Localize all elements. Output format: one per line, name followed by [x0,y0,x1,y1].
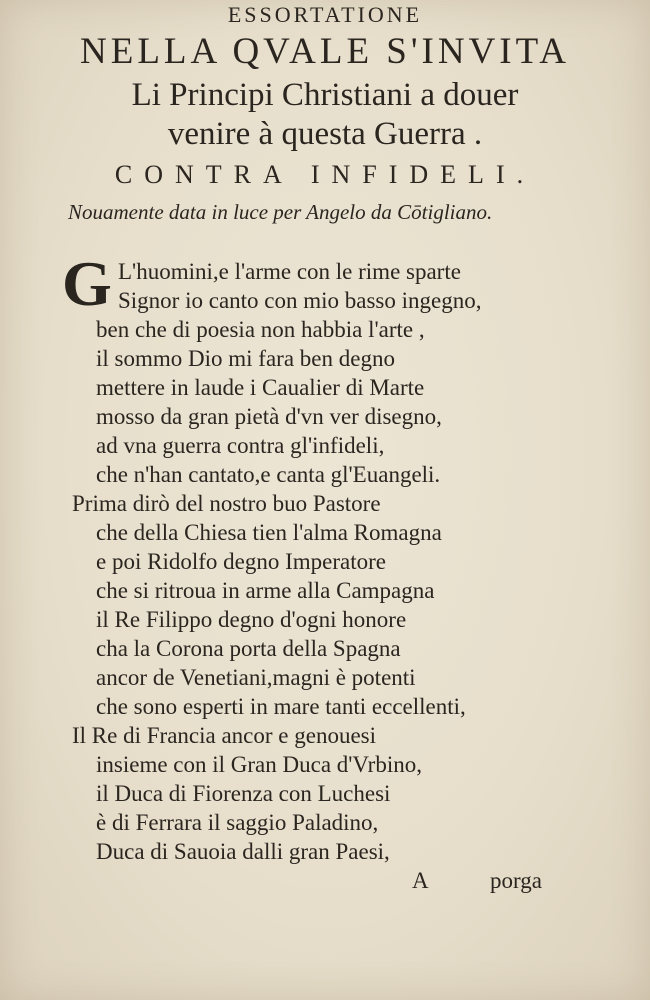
verse-line: ben che di poesia non habbia l'arte , [96,317,425,342]
verse-line: mettere in laude i Caualier di Marte [96,375,425,400]
verse-line: che della Chiesa tien l'alma Romagna [96,520,442,545]
verse-line: Duca di Sauoia dalli gran Paesi, [96,839,390,864]
verse-line: Signor io canto con mio basso ingegno, [118,288,482,313]
title-line-3: Li Principi Christiani a douer [131,77,519,113]
verse-line: ancor de Venetiani,magni è potenti [96,665,416,690]
signature-mark: A [412,868,429,893]
verse-line: che sono esperti in mare tanti eccellenti, [96,694,466,719]
verse-line: mosso da gran pietà d'vn ver disegno, [96,404,442,429]
verse-line: cha la Corona porta della Spagna [96,636,401,661]
verse-line: Il Re di Francia ancor e genouesi [72,723,376,748]
verse-line: Prima dirò del nostro buo Pastore [72,491,381,516]
verse-line: che si ritroua in arme alla Campagna [96,578,435,603]
verse-line: insieme con il Gran Duca d'Vrbino, [96,752,422,777]
title-line-4: venire à questa Guerra . [167,116,483,152]
verse-line: il Re Filippo degno d'ogni honore [96,607,407,632]
imprint-line: Nouamente data in luce per Angelo da Cōtigliano. [68,200,493,224]
verse-line: il sommo Dio mi fara ben degno [96,346,395,371]
verse-line: è di Ferrara il saggio Paladino, [96,810,379,835]
title-line-1: ESSORTATIONE [227,2,423,27]
catchword: porga [490,868,542,893]
verse-line: e poi Ridolfo degno Imperatore [96,549,386,574]
title-line-2: NELLA QVALE S'INVITA [80,31,570,72]
verse-line: che n'han cantato,e canta gl'Euangeli. [96,462,441,487]
verse-line: ad vna guerra contra gl'infideli, [96,433,385,458]
verse-line: il Duca di Fiorenza con Luchesi [96,781,391,806]
title-line-5: CONTRA INFIDELI. [114,160,536,189]
verse-line: L'huomini,e l'arme con le rime sparte [118,259,461,284]
drop-cap: G [62,248,112,319]
